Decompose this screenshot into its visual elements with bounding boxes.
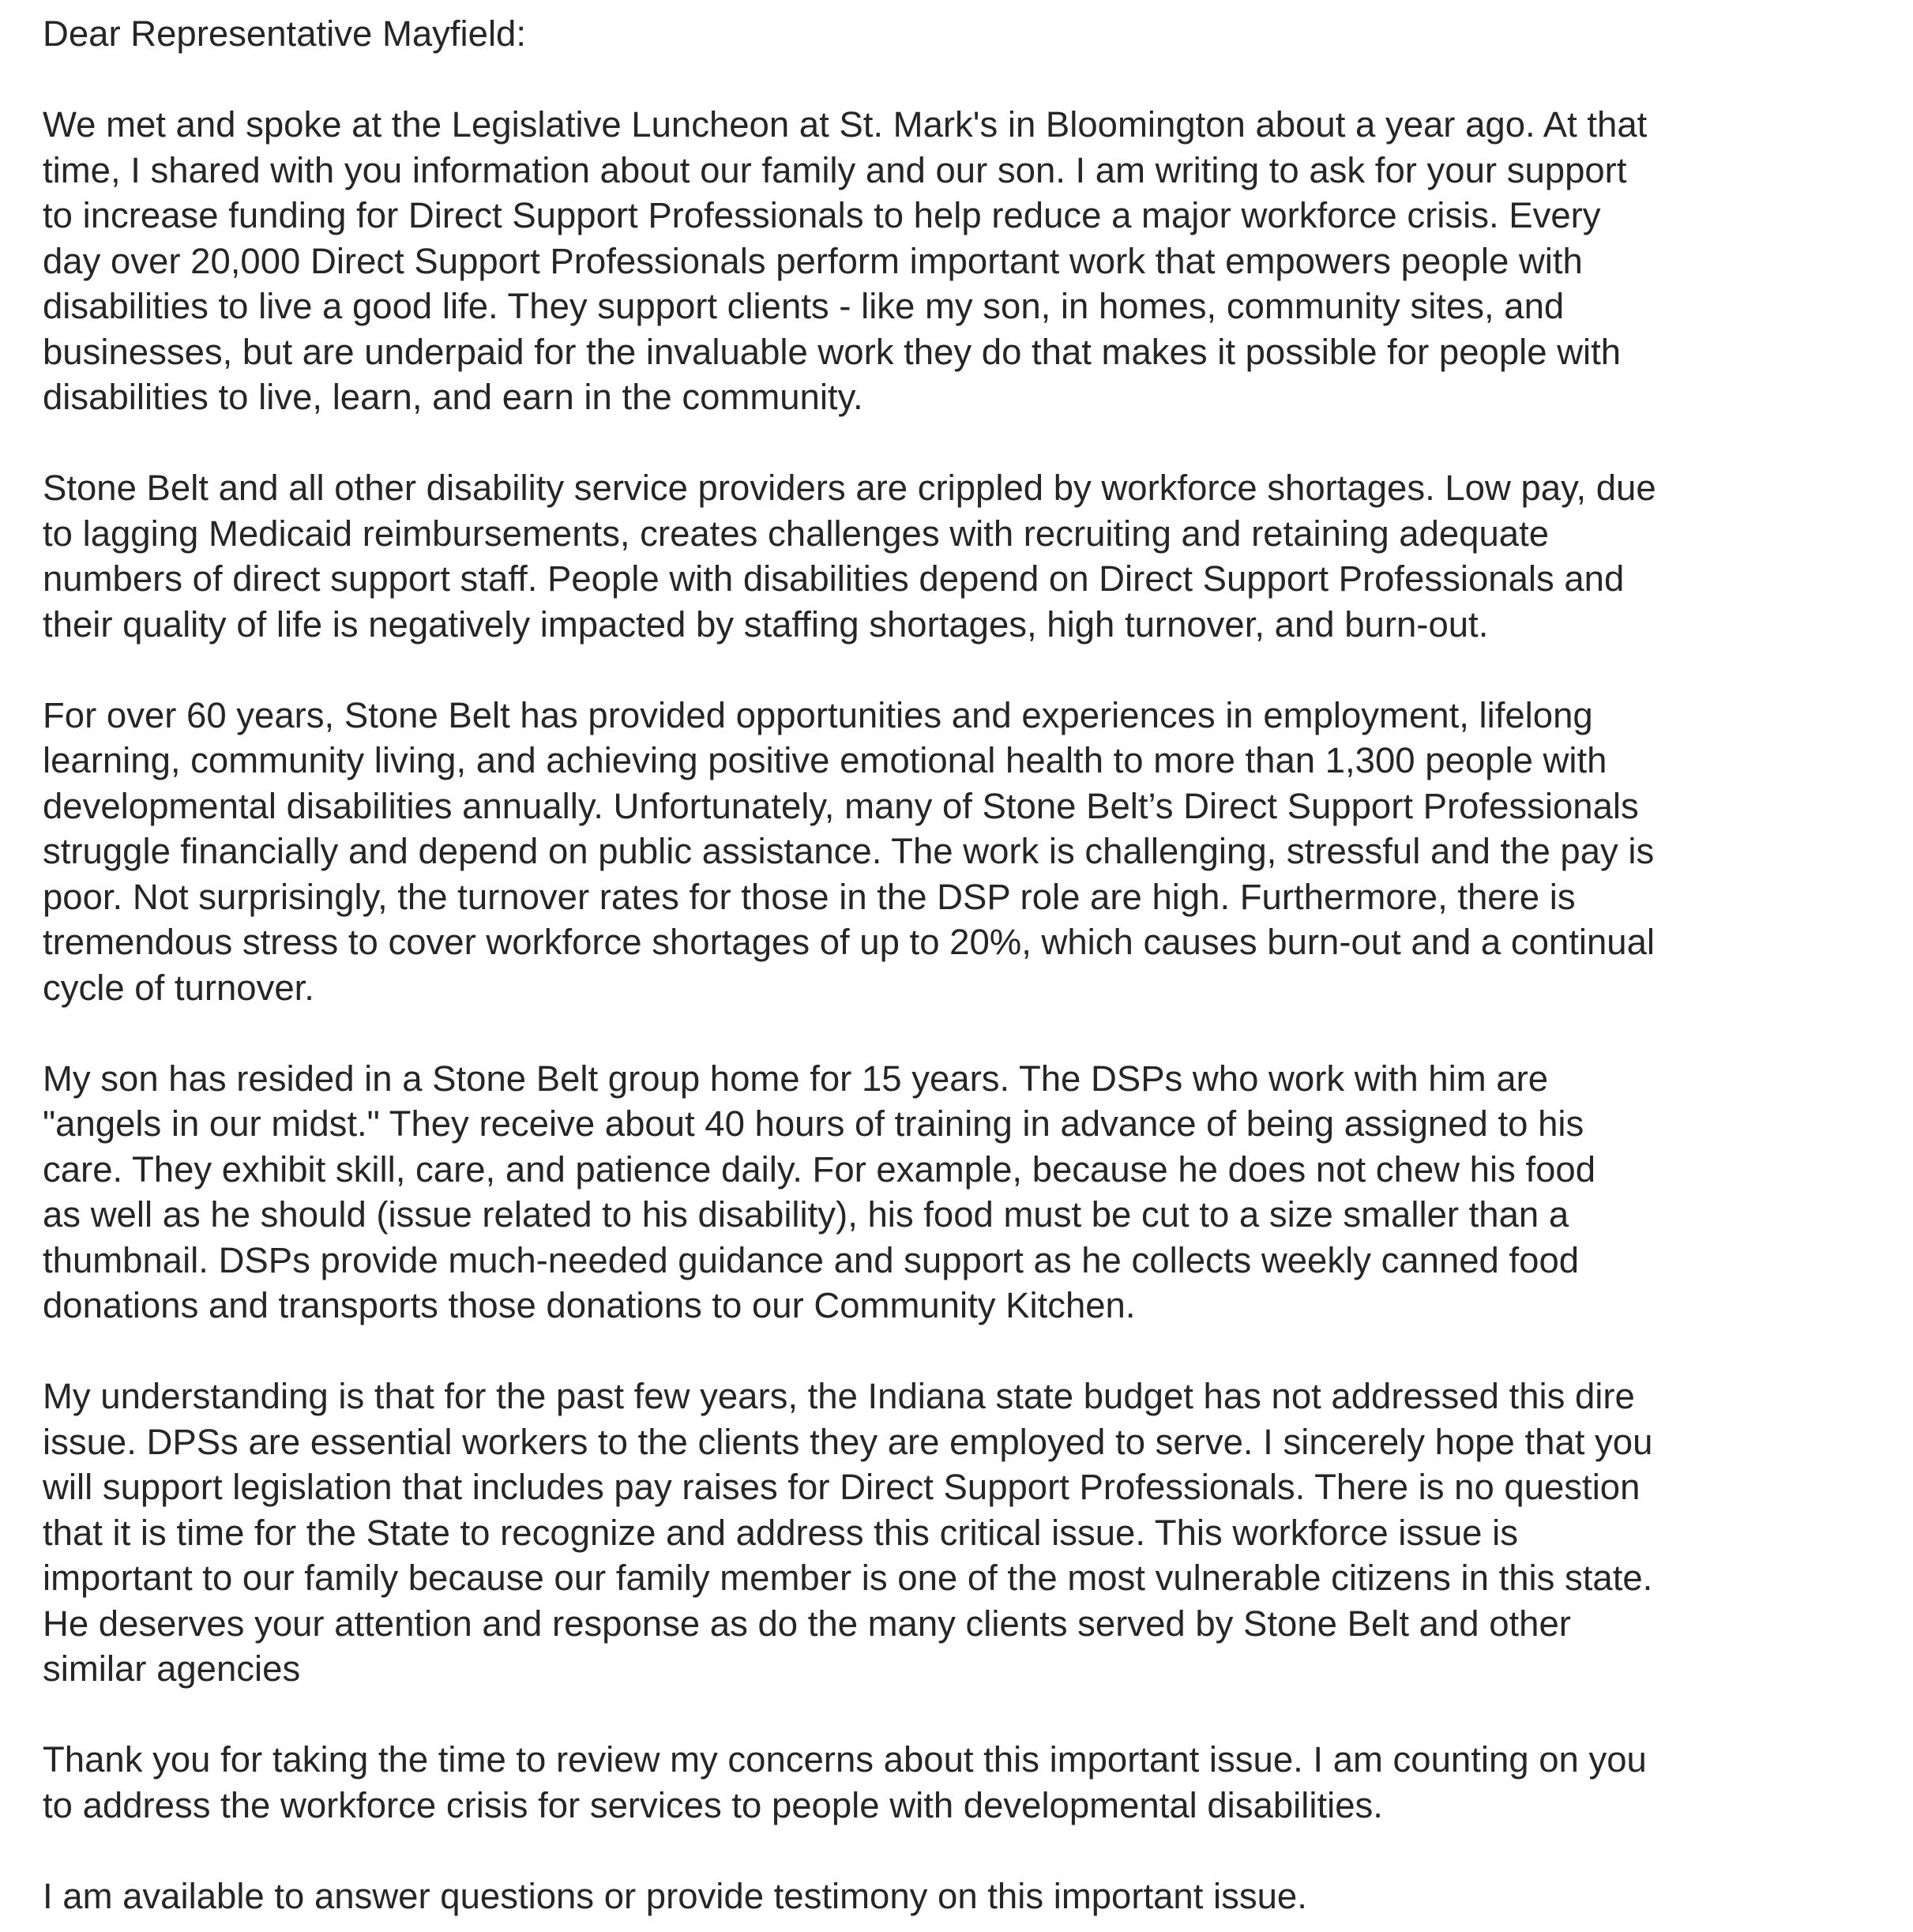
paragraph-workforce-shortage: Stone Belt and all other disability service providers are crippled by workforce shortages. Low pay, due to lagging Medicaid reimbursements, creates challenges with recruiting and retaining adequate numbers of direct support staff. People with disabilities depend on Direct Support Professionals and their quality of life is negatively impacted by staffing shortages, high turnover, and burn-out.: [43, 468, 1656, 645]
paragraph-availability: I am available to answer questions or provide testimony on this important issue.: [43, 1875, 1307, 1916]
paragraph-state-budget: My understanding is that for the past few years, the Indiana state budget has not addressed this dire issue. DPSs are essential workers to the clients they are employed to serve. I sincerely hope that you will support legislation that includes pay raises for Direct Support Professionals. There is no question that it is time for the State to recognize and address this critical issue. This workforce issue is important to our family because our family member is one of the most vulnerable citizens in this state. He deserves your attention and response as do the many clients served by Stone Belt and other similar agencies: [43, 1376, 1653, 1689]
paragraph-thank-you: Thank you for taking the time to review my concerns about this important issue. I am counting on you to address the workforce crisis for services to people with developmental disabilities.: [43, 1739, 1647, 1825]
paragraph-son-group-home: My son has resided in a Stone Belt group home for 15 years. The DSPs who work with him are "angels in our midst." They receive about 40 hours of training in advance of being assigned to his care. They exhibit skill, care, and patience daily. For example, because he does not chew his food as well as he should (issue related to his disability), his food must be cut to a size smaller than a thumbnail. DSPs provide much-needed guidance and support as he collects weekly canned food donations and transports those donations to our Community Kitchen.: [43, 1058, 1596, 1325]
paragraph-stone-belt-history: For over 60 years, Stone Belt has provided opportunities and experiences in employment, lifelong learning, community living, and achieving positive emotional health to more than 1,300 people with developmental disabilities annually. Unfortunately, many of Stone Belt’s Direct Support Professionals struggle financially and depend on public assistance. The work is challenging, stressful and the pay is poor. Not surprisingly, the turnover rates for those in the DSP role are high. Furthermore, there is tremendous stress to cover workforce shortages of up to 20%, which causes burn-out and a continual cycle of turnover.: [43, 694, 1656, 1008]
paragraph-meeting-intro: We met and spoke at the Legislative Luncheon at St. Mark's in Bloomington about a year ago. At that time, I shared with you information about our family and our son. I am writing to ask for your support to increase funding for Direct Support Professionals to help reduce a major workforce crisis. Every day over 20,000 Direct Support Professionals perform important work that empowers people with disabilities to live a good life. They support clients - like my son, in homes, community sites, and businesses, but are underpaid for the invaluable work they do that makes it possible for people with disabilities to live, learn, and earn in the community.: [43, 104, 1648, 417]
salutation: Dear Representative Mayfield:: [43, 13, 527, 54]
letter-body: [43, 11, 1891, 1919]
